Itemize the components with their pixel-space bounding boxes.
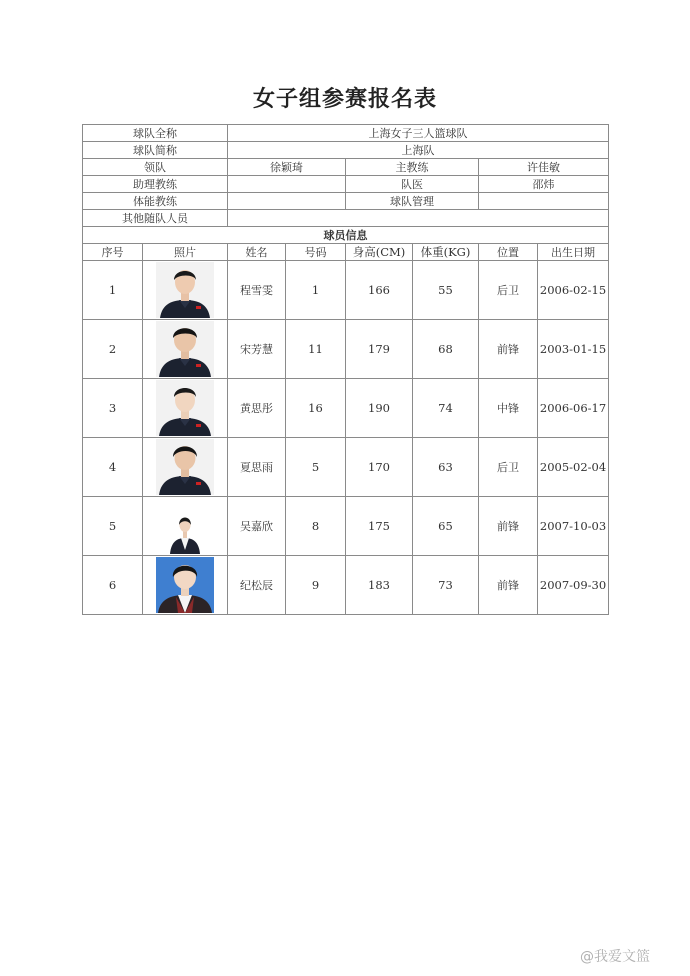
fitness-coach-value xyxy=(228,193,346,210)
form-title: 女子组参赛报名表 xyxy=(252,87,437,112)
player-weight: 63 xyxy=(413,438,479,497)
col-header-weight: 体重(KG) xyxy=(413,244,479,261)
players-header-row xyxy=(83,244,609,261)
player-no: 6 xyxy=(83,556,143,615)
player-birth: 2005-02-04 xyxy=(538,438,609,497)
team-full-name-row xyxy=(83,125,609,142)
player-position: 前锋 xyxy=(479,556,538,615)
player-photo-cell xyxy=(143,497,228,556)
player-weight: 55 xyxy=(413,261,479,320)
assistant-coach-value xyxy=(228,176,346,193)
player-photo-cell xyxy=(143,379,228,438)
player-photo xyxy=(156,321,214,377)
player-row xyxy=(83,320,609,379)
player-name: 纪松辰 xyxy=(228,556,286,615)
player-height: 170 xyxy=(346,438,413,497)
player-photo xyxy=(156,439,214,495)
registration-table xyxy=(82,124,609,615)
col-header-birth: 出生日期 xyxy=(538,244,609,261)
player-position: 前锋 xyxy=(479,497,538,556)
fitness-row xyxy=(83,193,609,210)
player-weight: 73 xyxy=(413,556,479,615)
player-birth: 2006-02-15 xyxy=(538,261,609,320)
player-birth: 2006-06-17 xyxy=(538,379,609,438)
player-name: 宋芳慧 xyxy=(228,320,286,379)
player-name: 程雪雯 xyxy=(228,261,286,320)
player-height: 190 xyxy=(346,379,413,438)
team-short-name-value: 上海队 xyxy=(228,142,609,159)
player-number: 9 xyxy=(286,556,346,615)
player-no: 1 xyxy=(83,261,143,320)
team-full-name-value: 上海女子三人篮球队 xyxy=(228,125,609,142)
player-number: 1 xyxy=(286,261,346,320)
player-photo xyxy=(156,498,214,554)
watermark: @我爱文篮 xyxy=(580,949,650,965)
fitness-coach-label: 体能教练 xyxy=(83,193,228,210)
player-birth: 2007-10-03 xyxy=(538,497,609,556)
players-section-title: 球员信息 xyxy=(83,227,609,244)
manager-label: 球队管理 xyxy=(346,193,479,210)
head-coach-value: 许佳敏 xyxy=(479,159,609,176)
player-photo xyxy=(156,557,214,613)
col-header-height: 身高(CM) xyxy=(346,244,413,261)
player-photo-cell xyxy=(143,556,228,615)
manager-value xyxy=(479,193,609,210)
player-photo xyxy=(156,262,214,318)
player-photo-cell xyxy=(143,261,228,320)
leader-value: 徐颖琦 xyxy=(228,159,346,176)
others-label: 其他随队人员 xyxy=(83,210,228,227)
player-photo-cell xyxy=(143,320,228,379)
col-header-photo: 照片 xyxy=(143,244,228,261)
player-position: 前锋 xyxy=(479,320,538,379)
player-row xyxy=(83,379,609,438)
player-photo-cell xyxy=(143,438,228,497)
player-number: 8 xyxy=(286,497,346,556)
player-weight: 68 xyxy=(413,320,479,379)
player-height: 183 xyxy=(346,556,413,615)
col-header-position: 位置 xyxy=(479,244,538,261)
player-row xyxy=(83,556,609,615)
player-name: 吴嘉欣 xyxy=(228,497,286,556)
player-position: 后卫 xyxy=(479,261,538,320)
player-row xyxy=(83,497,609,556)
player-position: 后卫 xyxy=(479,438,538,497)
player-birth: 2003-01-15 xyxy=(538,320,609,379)
player-position: 中锋 xyxy=(479,379,538,438)
leader-row xyxy=(83,159,609,176)
player-no: 2 xyxy=(83,320,143,379)
assistant-row xyxy=(83,176,609,193)
player-no: 5 xyxy=(83,497,143,556)
team-short-name-row xyxy=(83,142,609,159)
player-name: 夏思雨 xyxy=(228,438,286,497)
player-height: 179 xyxy=(346,320,413,379)
team-short-name-label: 球队简称 xyxy=(83,142,228,159)
player-name: 黄思彤 xyxy=(228,379,286,438)
others-row xyxy=(83,210,609,227)
player-no: 4 xyxy=(83,438,143,497)
col-header-no: 序号 xyxy=(83,244,143,261)
player-weight: 65 xyxy=(413,497,479,556)
others-value xyxy=(228,210,609,227)
leader-label: 领队 xyxy=(83,159,228,176)
player-row xyxy=(83,261,609,320)
doctor-label: 队医 xyxy=(346,176,479,193)
head-coach-label: 主教练 xyxy=(346,159,479,176)
player-row xyxy=(83,438,609,497)
player-height: 166 xyxy=(346,261,413,320)
player-number: 11 xyxy=(286,320,346,379)
player-photo xyxy=(156,380,214,436)
players-section-row xyxy=(83,227,609,244)
player-weight: 74 xyxy=(413,379,479,438)
col-header-number: 号码 xyxy=(286,244,346,261)
player-height: 175 xyxy=(346,497,413,556)
team-full-name-label: 球队全称 xyxy=(83,125,228,142)
doctor-value: 邵炜 xyxy=(479,176,609,193)
player-birth: 2007-09-30 xyxy=(538,556,609,615)
col-header-name: 姓名 xyxy=(228,244,286,261)
player-number: 5 xyxy=(286,438,346,497)
assistant-coach-label: 助理教练 xyxy=(83,176,228,193)
player-no: 3 xyxy=(83,379,143,438)
player-number: 16 xyxy=(286,379,346,438)
